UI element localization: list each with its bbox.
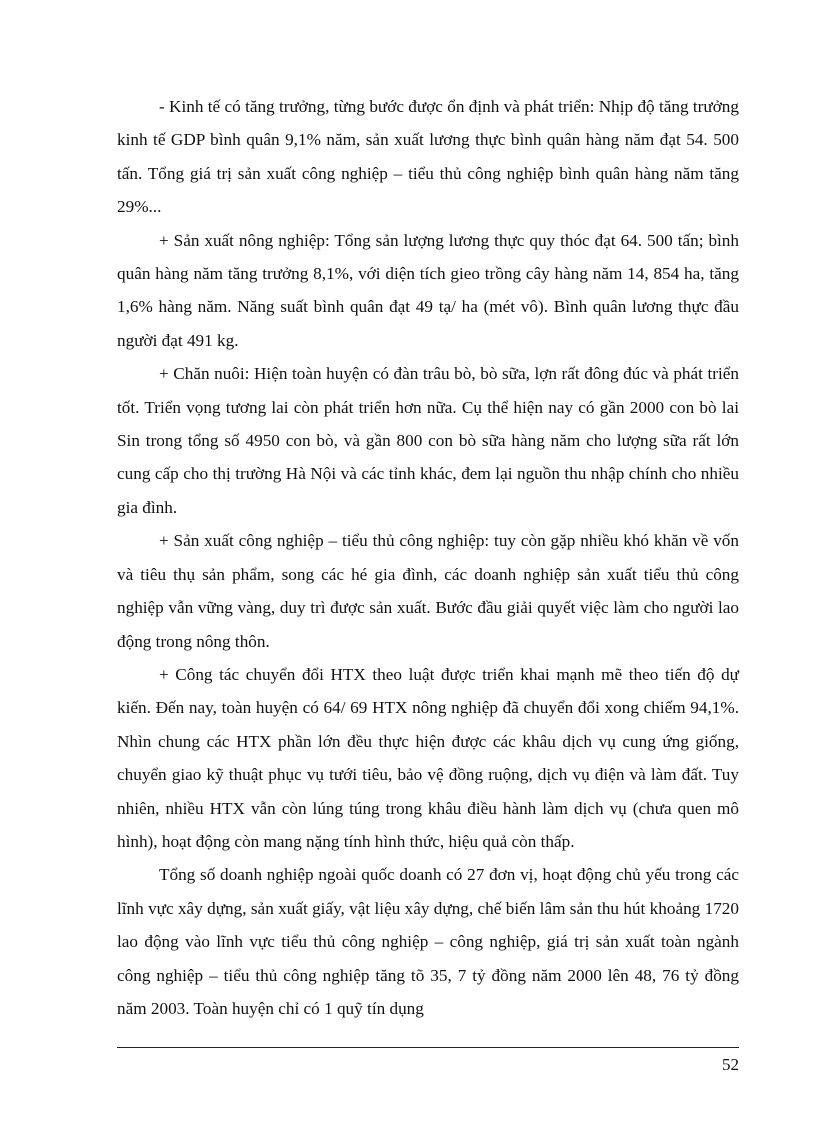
paragraph-industry: + Sản xuất công nghiệp – tiểu thủ công nghiệp: tuy còn gặp nhiều khó khăn về vốn và tiêu thụ sản phẩm, song các hé gia đình, các doanh nghiệp sản xuất tiểu thủ công nghiệp vẫn vững vàng, duy trì được sản xuất. Bước đầu giải quyết việc làm cho người lao động trong nông thôn. <box>117 531 739 651</box>
paragraph-enterprises: Tổng số doanh nghiệp ngoài quốc doanh có 27 đơn vị, hoạt động chủ yếu trong các lĩnh vực xây dựng, sản xuất giấy, vật liệu xây dựng, chế biến lâm sản thu hút khoảng 1720 lao động vào lĩnh vực tiểu thủ công nghiệp – công nghiệp, giá trị sản xuất toàn ngành công nghiệp – tiểu thủ công nghiệp tăng tõ 35, 7 tỷ đồng năm 2000 lên 48, 76 tỷ đồng năm 2003. Toàn huyện chỉ có 1 quỹ tín dụng <box>117 865 739 1018</box>
body-text <box>117 90 739 1025</box>
page-number: 52 <box>722 1055 739 1074</box>
footer-rule <box>117 1047 739 1048</box>
paragraph-agriculture: + Sản xuất nông nghiệp: Tổng sản lượng lương thực quy thóc đạt 64. 500 tấn; bình quân hàng năm tăng trưởng 8,1%, với diện tích gieo trồng cây hàng năm 14, 854 ha, tăng 1,6% hàng năm. Năng suất bình quân đạt 49 tạ/ ha (mét vô). Bình quân lương thực đầu người đạt 491 kg. <box>117 230 739 350</box>
paragraph-economy: - Kinh tế có tăng trưởng, từng bước được ổn định và phát triển: Nhịp độ tăng trưởng kinh tế GDP bình quân 9,1% năm, sản xuất lương thực bình quân hàng năm đạt 54. 500 tấn. Tổng giá trị sản xuất công nghiệp – tiểu thủ công nghiệp bình quân hàng năm tăng 29%... <box>117 97 739 217</box>
paragraph-cooperatives: + Công tác chuyển đổi HTX theo luật được triển khai mạnh mẽ theo tiến độ dự kiến. Đến nay, toàn huyện có 64/ 69 HTX nông nghiệp đã chuyển đổi xong chiếm 94,1%. Nhìn chung các HTX phần lớn đều thực hiện được các khâu dịch vụ cung ứng giống, chuyển giao kỹ thuật phục vụ tưới tiêu, bảo vệ đồng ruộng, dịch vụ điện và làm đất. Tuy nhiên, nhiều HTX vẫn còn lúng túng trong khâu điều hành làm dịch vụ (chưa quen mô hình), hoạt động còn mang nặng tính hình thức, hiệu quả còn thấp. <box>117 664 739 851</box>
paragraph-livestock: + Chăn nuôi: Hiện toàn huyện có đàn trâu bò, bò sữa, lợn rất đông đúc và phát triển tốt. Triển vọng tương lai còn phát triển hơn nữa. Cụ thể hiện nay có gần 2000 con bò lai Sin trong tổng số 4950 con bò, và gần 800 con bò sữa hàng năm cho lượng sữa rất lớn cung cấp cho thị trường Hà Nội và các tỉnh khác, đem lại nguồn thu nhập chính cho nhiều gia đình. <box>117 364 739 517</box>
